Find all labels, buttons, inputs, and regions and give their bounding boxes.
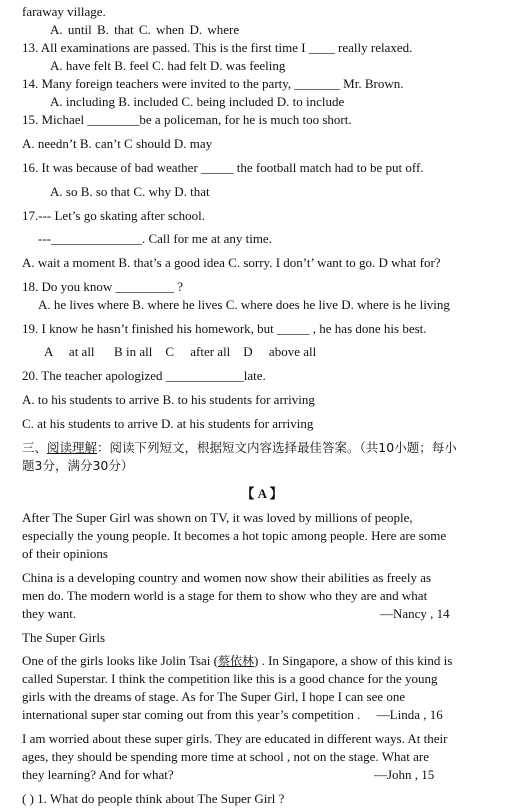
chinese-name: 蔡依林 [218,654,255,668]
options-line: C. at his students to arrive D. at his students for arriving [22,416,314,431]
question-17: 17.--- Let’s go skating after school. [22,208,206,223]
passage-line: they learning? And for what? [22,767,174,782]
question-17-reply: ---______________. Call for me at any time. [38,231,272,246]
passage-line: they want. [22,606,77,621]
question-15: 15. Michael ________be a policeman, for he is much too short. [22,112,352,127]
passage-line: called Superstar. I think the competition like this is a good chance for the young [22,671,438,686]
text-line: faraway village. [22,4,106,19]
options-line: A at all B in all C after all D above all [44,344,317,359]
options-line: A. wait a moment B. that’s a good idea C. sorry. I don’t’ want to go. D what for? [22,255,441,270]
question-16: 16. It was because of bad weather _____ the football match had to be put off. [22,160,424,175]
options-line: A. he lives where B. where he lives C. where does he live D. where is he living [38,297,450,312]
passage-line: of their opinions [22,546,108,561]
passage-line: international super star coming out from this year’s competition . —Linda , 16 [22,707,443,722]
author-signature: —John , 15 [374,767,435,782]
passage-line: especially the young people. It becomes a hot topic among people. Here are some [22,528,447,543]
options-line: A. until B. that C. when D. where [50,22,240,37]
question-19: 19. I know he hasn’t finished his homework, but _____ , he has done his best. [22,321,427,336]
passage-line: ages, they should be spending more time at school , not on the stage. What are [22,749,429,764]
section-instructions-cont: 题3分，满分30分） [22,458,134,473]
options-line: A. so B. so that C. why D. that [50,184,210,199]
question-1: ( ) 1. What do people think about The Super Girl ? [22,791,285,806]
passage-text: One of the girls looks like Jolin Tsai ( [22,653,218,668]
passage-line: girls with the dreams of stage. As for The Super Girl, I hope I can see one [22,689,406,704]
passage-line: I am worried about these super girls. They are educated in different ways. At their [22,731,448,746]
passage-line: China is a developing country and women now show their abilities as freely as [22,570,432,585]
passage-line: men do. The modern world is a stage for them to show who they are and what [22,588,428,603]
section-number: 三、 [22,440,48,455]
options-line: A. including B. included C. being included D. to include [50,94,345,109]
options-line: A. to his students to arrive B. to his students for arriving [22,392,315,407]
question-20: 20. The teacher apologized ____________late. [22,368,266,383]
section-title: 阅读理解 [47,440,98,455]
author-signature: —Nancy , 14 [380,606,450,621]
passage-line: After The Super Girl was shown on TV, it was loved by millions of people, [22,510,413,525]
options-line: A. have felt B. feel C. had felt D. was feeling [50,58,286,73]
question-14: 14. Many foreign teachers were invited to the party, _______ Mr. Brown. [22,76,404,91]
section-heading [22,440,514,456]
options-line: A. needn’t B. can’t C should D. may [22,136,213,151]
passage-line [22,653,514,669]
section-instructions: ：阅读下列短文，根据短文内容选择最佳答案。（共10小题；每小 [97,440,457,455]
passage-heading: 【 A 】 [241,486,283,501]
passage-text: ) . In Singapore, a show of this kind is [254,653,453,668]
question-13: 13. All examinations are passed. This is the first time I ____ really relaxed. [22,40,413,55]
passage-subtitle: The Super Girls [22,630,106,645]
question-18: 18. Do you know _________ ? [22,279,184,294]
